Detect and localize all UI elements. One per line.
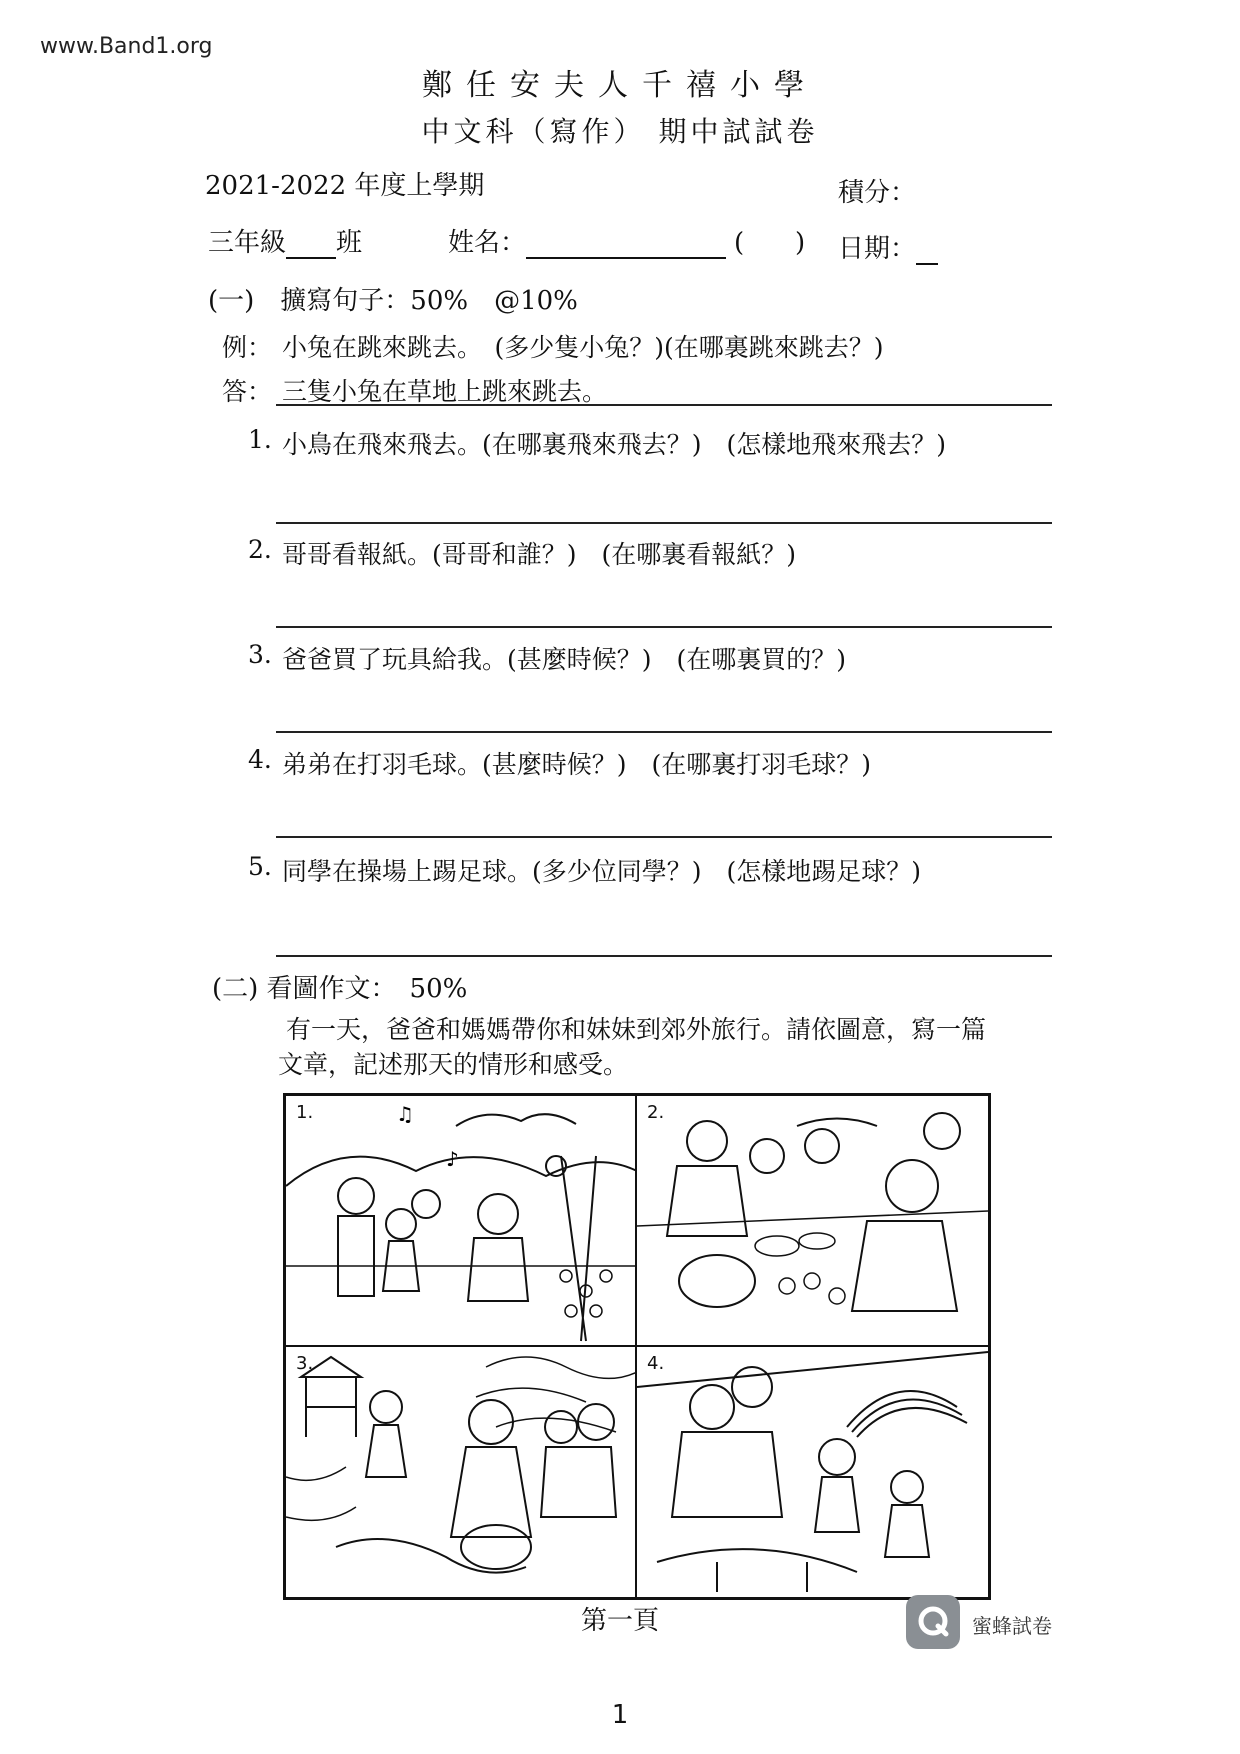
name-row [448, 222, 726, 259]
panel-number: 1. [296, 1102, 314, 1123]
park-scene-illustration [286, 1096, 637, 1347]
question-number: 3. [248, 640, 272, 669]
question-number: 5. [248, 852, 272, 881]
picnic-scene-illustration [637, 1096, 988, 1347]
section2-instruction-line1: 有一天，爸爸和媽媽帶你和妹妹到郊外旅行。請依圖意，寫一篇 [286, 1015, 987, 1044]
answer-text: 三隻小兔在草地上跳來跳去。 [282, 377, 608, 406]
question-text: 爸爸買了玩具給我。(甚麼時候？) (在哪裏買的？) [282, 645, 847, 674]
date-label: 日期： [838, 234, 917, 264]
name-blank[interactable] [526, 231, 726, 259]
windy-scene-illustration [286, 1347, 637, 1597]
example-label: 例： [222, 333, 273, 362]
answer-line[interactable] [276, 626, 1052, 628]
q-logo-icon [906, 1595, 960, 1649]
picture-panel-3 [286, 1347, 637, 1597]
answer-line[interactable] [276, 955, 1052, 957]
question-number: 1. [248, 425, 272, 454]
picture-panel-2 [637, 1096, 988, 1347]
rainbow-scene-illustration [637, 1347, 988, 1597]
answer-line[interactable] [276, 522, 1052, 524]
brand-name: 蜜蜂試卷 [972, 1614, 1052, 1638]
name-label: 姓名： [448, 228, 527, 258]
class-row [208, 222, 362, 259]
answer-line[interactable] [276, 836, 1052, 838]
date-blank[interactable] [916, 237, 938, 265]
answer-underline [276, 404, 1052, 406]
section1-title: (一) 擴寫句子：50% @10% [208, 286, 578, 316]
section2-instruction-line2: 文章，記述那天的情形和感受。 [278, 1050, 629, 1079]
class-blank[interactable] [286, 231, 336, 259]
question-number: 2. [248, 535, 272, 564]
class-label-pre: 三年級 [208, 228, 287, 258]
svg-text:♪: ♪ [446, 1147, 459, 1171]
page-label: 第一頁 [580, 1606, 659, 1636]
class-label-post: 班 [336, 228, 363, 258]
answer-label: 答： [222, 377, 273, 406]
question-text: 弟弟在打羽毛球。(甚麼時候？) (在哪裏打羽毛球？) [282, 750, 872, 779]
date-row [838, 228, 938, 265]
brand-logo-icon [906, 1595, 960, 1649]
term-label: 2021-2022 年度上學期 [205, 171, 485, 201]
question-text: 同學在操場上踢足球。(多少位同學？) (怎樣地踢足球？) [282, 857, 922, 886]
panel-number: 4. [647, 1353, 665, 1374]
example-text: 小兔在跳來跳去。 (多少隻小兔？)(在哪裏跳來跳去？) [282, 333, 884, 362]
panel-number: 3. [296, 1353, 314, 1374]
question-text: 哥哥看報紙。(哥哥和誰？) (在哪裏看報紙？) [282, 540, 797, 569]
paren-close: ) [795, 228, 806, 258]
exam-subject: 中文科（寫作） 期中試試卷 [421, 115, 819, 148]
section2-title: (二) 看圖作文： 50% [212, 974, 468, 1004]
picture-sequence [283, 1093, 991, 1600]
school-name: 鄭任安夫人千禧小學 [422, 68, 818, 103]
question-text: 小鳥在飛來飛去。(在哪裏飛來飛去？) (怎樣地飛來飛去？) [282, 430, 947, 459]
paren-open: ( [734, 228, 745, 258]
answer-line[interactable] [276, 731, 1052, 733]
page-number: 1 [611, 1700, 629, 1730]
panel-number: 2. [647, 1102, 665, 1123]
score-label: 積分： [838, 178, 917, 208]
picture-panel-1 [286, 1096, 637, 1347]
site-watermark: www.Band1.org [40, 34, 213, 59]
picture-panel-4 [637, 1347, 988, 1597]
question-number: 4. [248, 745, 272, 774]
svg-text:♫: ♫ [396, 1102, 414, 1126]
